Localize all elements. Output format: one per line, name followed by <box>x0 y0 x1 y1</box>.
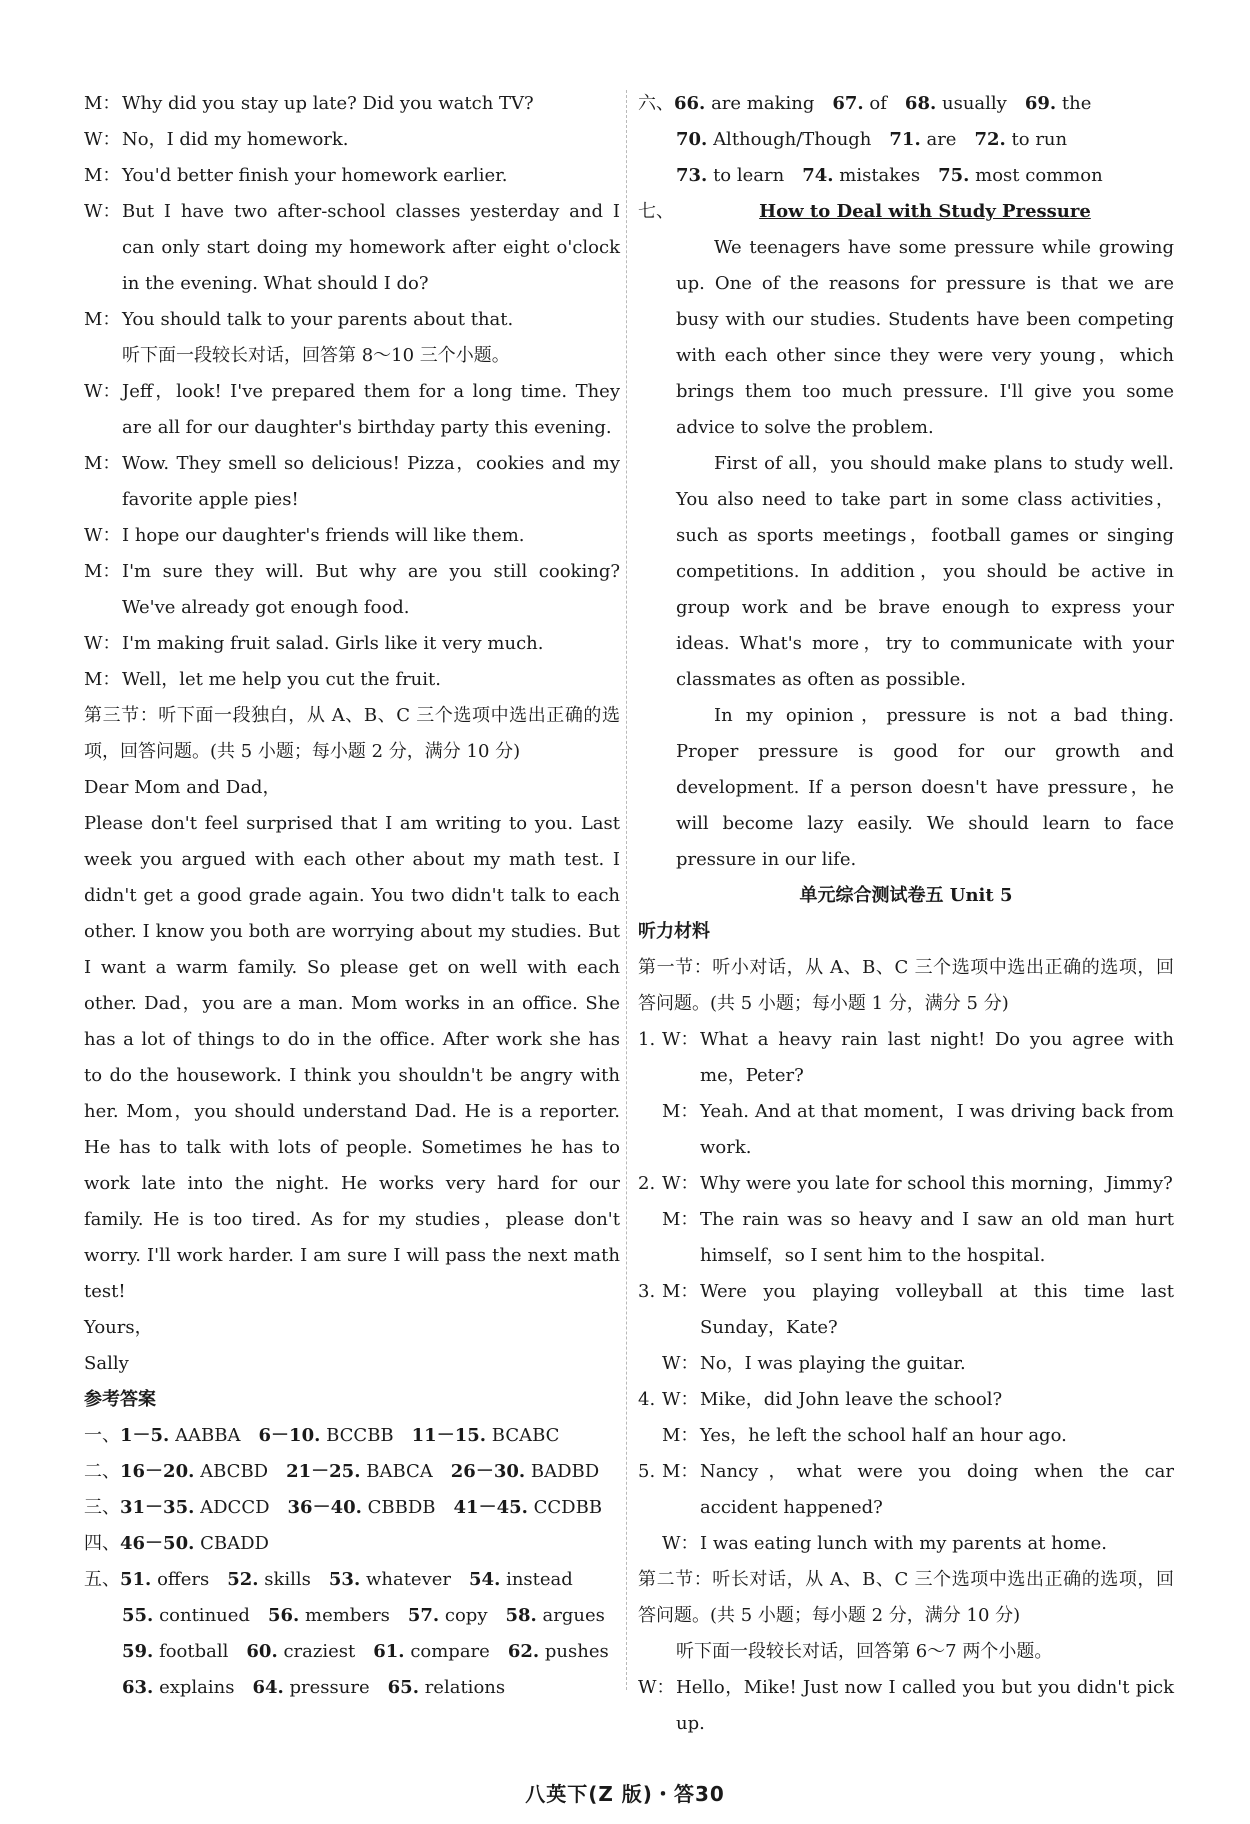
answer-number: 56. <box>267 1605 300 1626</box>
answer-value: Although/Though <box>713 129 872 150</box>
answer-number: 58. <box>505 1605 537 1626</box>
listening-item-line <box>638 1526 1174 1562</box>
answer-value: members <box>305 1605 390 1626</box>
right-column <box>638 86 1174 1742</box>
dialog-line <box>84 194 620 302</box>
dialog-text: What a heavy rain last night! Do you agree with me，Peter? <box>700 1029 1174 1086</box>
letter-greeting: Dear Mom and Dad， <box>84 777 281 798</box>
answer-number: 36－40. <box>287 1497 362 1518</box>
section-1-title: 第一节：听小对话，从 A、B、C 三个选项中选出正确的选项，回答问题。(共 5 小题；每小题 1 分，满分 5 分) <box>638 957 1174 1014</box>
answer-value: relations <box>424 1677 506 1698</box>
answer-value: craziest <box>283 1641 356 1662</box>
answer-number: 71. <box>889 129 921 150</box>
item-number: 4. <box>638 1389 656 1410</box>
letter-sign: Sally <box>84 1353 129 1374</box>
answer-row <box>84 1598 620 1634</box>
answer-number: 21－25. <box>286 1461 361 1482</box>
item-number <box>638 1346 662 1382</box>
dialog-line <box>84 302 620 338</box>
answer-value: compare <box>410 1641 490 1662</box>
answer-number: 66. <box>674 93 706 114</box>
unit-title: 单元综合测试卷五 Unit 5 <box>799 885 1013 906</box>
answer-value: argues <box>542 1605 605 1626</box>
item-number: 2. <box>638 1173 656 1194</box>
answer-value: copy <box>444 1605 488 1626</box>
dialog-text: You should talk to your parents about that. <box>122 309 514 330</box>
listening-title: 听力材料 <box>638 921 710 942</box>
listening-item-line <box>638 1022 1174 1094</box>
answers-part-6 <box>638 86 1174 194</box>
answer-value: offers <box>157 1569 210 1590</box>
listening-item-line <box>638 1166 1174 1202</box>
answer-number: 41－45. <box>453 1497 528 1518</box>
dialog-line <box>84 446 620 518</box>
dialog-text: No，I was playing the guitar. <box>700 1353 966 1374</box>
speaker-label: W： <box>638 1677 675 1698</box>
speaker-label: M： <box>662 1425 699 1446</box>
listening-item-line <box>638 1202 1174 1274</box>
answer-value: of <box>869 93 887 114</box>
answer-value: skills <box>264 1569 311 1590</box>
answer-value: ABCBD <box>200 1461 269 1482</box>
essay-body <box>638 230 1174 878</box>
speaker-label: W： <box>84 633 121 654</box>
dialog-text: Well，let me help you cut the fruit. <box>122 669 441 690</box>
speaker-label: M： <box>84 309 121 330</box>
item-number <box>638 1526 662 1562</box>
answer-number: 68. <box>904 93 937 114</box>
listening-item-line <box>638 1382 1174 1418</box>
speaker-label: W： <box>84 381 121 402</box>
dialog-text: Wow. They smell so delicious! Pizza，cookies and my favorite apple pies! <box>122 453 620 510</box>
answer-section-prefix: 五、 <box>84 1569 120 1590</box>
answer-number: 69. <box>1024 93 1057 114</box>
essay-paragraph: In my opinion，pressure is not a bad thing. Proper pressure is good for our growth and development. If a person doesn't have pressure，he will become lazy easily. We should learn to face pressure in our life. <box>676 705 1174 870</box>
speaker-label: M： <box>84 165 121 186</box>
answer-value: CBBDB <box>367 1497 436 1518</box>
answer-section-prefix: 四、 <box>84 1533 120 1554</box>
dialog-line <box>84 662 620 698</box>
answer-value: to run <box>1011 129 1068 150</box>
dialog-2-intro: 听下面一段较长对话，回答第 8～10 三个小题。 <box>122 345 510 366</box>
left-column <box>84 86 620 1706</box>
section-2-title: 第二节：听长对话，从 A、B、C 三个选项中选出正确的选项，回答问题。(共 5 小题；每小题 2 分，满分 10 分) <box>638 1569 1174 1626</box>
dialog-1 <box>84 86 620 338</box>
dialog-text: I'm sure they will. But why are you still cooking? We've already got enough food. <box>122 561 620 618</box>
dialog-6-7-intro: 听下面一段较长对话，回答第 6～7 两个小题。 <box>676 1641 1053 1662</box>
item-number <box>638 1418 662 1454</box>
answer-number: 11－15. <box>411 1425 487 1446</box>
listening-item-line <box>638 1418 1174 1454</box>
dialog-text: I'm making fruit salad. Girls like it very much. <box>122 633 544 654</box>
answer-number: 51. <box>120 1569 152 1590</box>
essay-prefix: 七、 <box>638 201 674 222</box>
answer-number: 75. <box>938 165 970 186</box>
answer-row <box>638 158 1174 194</box>
dialog-text: Yeah. And at that moment，I was driving back from work. <box>700 1101 1174 1158</box>
essay-paragraph: First of all，you should make plans to study well. You also need to take part in some class activities，such as sports meetings，football games or singing competitions. In addition，you should be active in group work and be brave enough to express your ideas. What's more，try to communicate with your classmates as often as possible. <box>676 453 1174 690</box>
answer-number: 53. <box>328 1569 361 1590</box>
dialog-6-7 <box>638 1670 1174 1742</box>
dialog-line <box>84 518 620 554</box>
answer-value: continued <box>159 1605 250 1626</box>
answer-number: 16－20. <box>120 1461 195 1482</box>
speaker-label: M： <box>84 93 121 114</box>
page-footer: 八英下(Z 版)・答30 <box>525 1782 725 1806</box>
answer-section-prefix: 一、 <box>84 1425 120 1446</box>
dialog-text: Jeff，look! I've prepared them for a long time. They are all for our daughter's birthday party this evening. <box>122 381 620 438</box>
answer-value: football <box>159 1641 229 1662</box>
dialog-text: Mike，did John leave the school? <box>700 1389 1003 1410</box>
answer-section-prefix: 三、 <box>84 1497 120 1518</box>
letter-close: Yours， <box>84 1317 153 1338</box>
listening-item-line <box>638 1094 1174 1166</box>
item-number: 1. <box>638 1029 656 1050</box>
speaker-label: M： <box>662 1281 699 1302</box>
answer-value: explains <box>159 1677 235 1698</box>
answer-number: 63. <box>122 1677 154 1698</box>
column-divider <box>626 90 627 1690</box>
answer-number: 62. <box>507 1641 540 1662</box>
answer-number: 61. <box>373 1641 405 1662</box>
dialog-text: Yes，he left the school half an hour ago. <box>700 1425 1067 1446</box>
dialog-text: The rain was so heavy and I saw an old man hurt himself，so I sent him to the hospital. <box>700 1209 1174 1266</box>
dialog-text: Hello，Mike! Just now I called you but you didn't pick up. <box>676 1677 1174 1734</box>
speaker-label: M： <box>662 1461 699 1482</box>
speaker-label: W： <box>84 525 121 546</box>
essay-title: How to Deal with Study Pressure <box>759 201 1091 222</box>
answer-value: CBADD <box>200 1533 269 1554</box>
answer-value: BCCBB <box>326 1425 394 1446</box>
answer-number: 1－5. <box>120 1425 170 1446</box>
dialog-text: Were you playing volleyball at this time last Sunday，Kate? <box>700 1281 1174 1338</box>
dialog-text: No，I did my homework. <box>122 129 349 150</box>
answer-value: pressure <box>289 1677 370 1698</box>
answer-number: 65. <box>387 1677 419 1698</box>
dialog-text: I hope our daughter's friends will like them. <box>122 525 525 546</box>
answer-value: to learn <box>713 165 785 186</box>
answer-value: most common <box>975 165 1103 186</box>
answer-row <box>84 1526 620 1562</box>
item-number <box>638 1094 662 1166</box>
answer-value: ADCCD <box>200 1497 270 1518</box>
dialog-line <box>84 86 620 122</box>
dialog-line <box>84 122 620 158</box>
speaker-label: M： <box>84 453 121 474</box>
answer-value: AABBA <box>175 1425 241 1446</box>
dialog-line <box>84 554 620 626</box>
item-number <box>638 1202 662 1274</box>
answer-row <box>84 1634 620 1670</box>
answers-list <box>84 1418 620 1706</box>
answer-value: are <box>926 129 957 150</box>
answer-section-prefix: 二、 <box>84 1461 120 1482</box>
section-1-items <box>638 1022 1174 1562</box>
answer-value: BADBD <box>530 1461 600 1482</box>
essay-paragraph: We teenagers have some pressure while growing up. One of the reasons for pressure is that we are busy with our studies. Students have been competing with each other since they were very young，which brings them too much pressure. I'll give you some advice to solve the problem. <box>676 237 1174 438</box>
answer-row <box>638 86 1174 122</box>
answer-number: 60. <box>246 1641 278 1662</box>
answer-number: 73. <box>676 165 708 186</box>
dialog-line <box>84 374 620 446</box>
speaker-label: W： <box>662 1533 699 1554</box>
answer-value: the <box>1061 93 1092 114</box>
dialog-2 <box>84 374 620 698</box>
answer-number: 57. <box>407 1605 440 1626</box>
answer-row <box>84 1454 620 1490</box>
listening-item-line <box>638 1274 1174 1346</box>
answer-number: 52. <box>227 1569 259 1590</box>
speaker-label: W： <box>662 1353 699 1374</box>
speaker-label: M： <box>84 669 121 690</box>
answer-row <box>84 1418 620 1454</box>
answer-number: 31－35. <box>120 1497 195 1518</box>
speaker-label: M： <box>84 561 121 582</box>
section-3-title: 第三节：听下面一段独白，从 A、B、C 三个选项中选出正确的选项，回答问题。(共 5 小题；每小题 2 分，满分 10 分) <box>84 705 620 762</box>
item-number: 5. <box>638 1461 656 1482</box>
item-number: 3. <box>638 1281 656 1302</box>
dialog-text: You'd better finish your homework earlier. <box>122 165 508 186</box>
answer-number: 6－10. <box>258 1425 321 1446</box>
answers-title: 参考答案 <box>84 1389 156 1410</box>
answer-number: 67. <box>832 93 864 114</box>
dialog-text: But I have two after-school classes yesterday and I can only start doing my homework after eight o'clock in the evening. What should I do? <box>122 201 620 294</box>
answer-value: whatever <box>365 1569 452 1590</box>
dialog-line <box>84 158 620 194</box>
speaker-label: W： <box>662 1029 699 1050</box>
answer-value: pushes <box>544 1641 609 1662</box>
answer-number: 54. <box>469 1569 501 1590</box>
dialog-text: Why were you late for school this morning，Jimmy? <box>700 1173 1173 1194</box>
speaker-label: W： <box>662 1389 699 1410</box>
answer-number: 59. <box>122 1641 154 1662</box>
letter-body: Please don't feel surprised that I am writing to you. Last week you argued with each other about my math test. I didn't get a good grade again. You two didn't talk to each other. I know you both are worrying about my studies. But I want a warm family. So please get on well with each other. Dad，you are a man. Mom works in an office. She has a lot of things to do in the office. After work she has to do the housework. I think you shouldn't be angry with her. Mom，you should understand Dad. He is a reporter. He has to talk with lots of people. Sometimes he has to work late into the night. He works very hard for our family. He is too tired. As for my studies，please don't worry. I'll work harder. I am sure I will pass the next math test! <box>84 813 620 1302</box>
dialog-text: Nancy，what were you doing when the car accident happened? <box>700 1461 1174 1518</box>
speaker-label: M： <box>662 1209 699 1230</box>
answer-number: 72. <box>974 129 1006 150</box>
answer-row <box>84 1670 620 1706</box>
answer-value: BCABC <box>491 1425 560 1446</box>
answer-value: mistakes <box>839 165 921 186</box>
speaker-label: W： <box>84 201 121 222</box>
answer-value: usually <box>941 93 1007 114</box>
answer-value: BABCA <box>366 1461 433 1482</box>
answer-row <box>638 122 1174 158</box>
answer-row <box>84 1490 620 1526</box>
answer-number: 74. <box>802 165 834 186</box>
speaker-label: W： <box>662 1173 699 1194</box>
answer-number: 55. <box>122 1605 154 1626</box>
answer-number: 64. <box>252 1677 284 1698</box>
speaker-label: W： <box>84 129 121 150</box>
dialog-line <box>84 626 620 662</box>
dialog-text: Why did you stay up late? Did you watch TV? <box>122 93 534 114</box>
listening-item-line <box>638 1454 1174 1526</box>
answer-section-prefix: 六、 <box>638 93 674 114</box>
dialog-line <box>638 1670 1174 1742</box>
answer-number: 70. <box>676 129 708 150</box>
answer-value: instead <box>506 1569 573 1590</box>
essay-heading <box>638 194 1174 230</box>
answer-number: 26－30. <box>450 1461 526 1482</box>
answer-row <box>84 1562 620 1598</box>
answer-value: CCDBB <box>533 1497 603 1518</box>
answer-number: 46－50. <box>120 1533 195 1554</box>
dialog-text: I was eating lunch with my parents at home. <box>700 1533 1108 1554</box>
speaker-label: M： <box>662 1101 699 1122</box>
answer-value: are making <box>711 93 815 114</box>
listening-item-line <box>638 1346 1174 1382</box>
